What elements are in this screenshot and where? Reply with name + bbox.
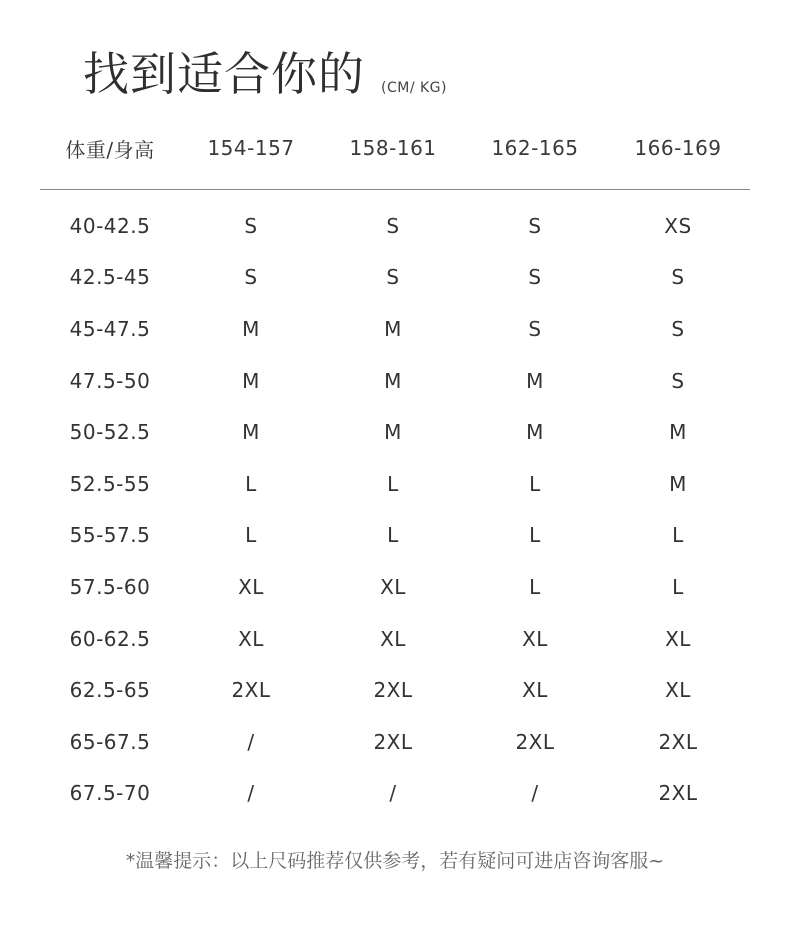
size-cell: XL <box>238 626 264 651</box>
size-cell: 2XL <box>658 781 698 806</box>
size-cell: / <box>531 781 539 806</box>
weight-range-cell: 50-52.5 <box>69 420 151 445</box>
weight-range-cell: 60-62.5 <box>69 626 151 651</box>
size-cell: L <box>529 523 541 548</box>
table-row <box>40 664 750 716</box>
table-body <box>40 200 750 819</box>
size-cell: S <box>244 213 258 238</box>
size-cell: S <box>528 316 542 341</box>
header-height-158-161: 158-161 <box>349 136 437 160</box>
size-cell: XL <box>522 678 548 703</box>
size-cell: S <box>386 265 400 290</box>
table-row <box>40 716 750 768</box>
size-cell: M <box>242 420 260 445</box>
size-cell: M <box>242 368 260 393</box>
table-row <box>40 355 750 407</box>
header-divider <box>40 189 750 190</box>
size-cell: M <box>669 420 687 445</box>
table-row <box>40 458 750 510</box>
size-cell: 2XL <box>373 678 413 703</box>
size-cell: M <box>242 316 260 341</box>
size-cell: L <box>672 523 684 548</box>
weight-range-cell: 62.5-65 <box>69 678 151 703</box>
size-cell: M <box>526 420 544 445</box>
table-row <box>40 510 750 562</box>
size-cell: S <box>671 265 685 290</box>
weight-range-cell: 57.5-60 <box>69 574 151 599</box>
size-cell: S <box>386 213 400 238</box>
weight-range-cell: 42.5-45 <box>69 265 151 290</box>
size-cell: XL <box>665 626 691 651</box>
table-row <box>40 252 750 304</box>
header-height-154-157: 154-157 <box>207 136 295 160</box>
size-cell: 2XL <box>658 729 698 754</box>
size-cell: XL <box>665 678 691 703</box>
title-main: 找到适合你的 <box>83 47 365 101</box>
weight-range-cell: 47.5-50 <box>69 368 151 393</box>
size-cell: XL <box>380 626 406 651</box>
size-cell: / <box>247 729 255 754</box>
size-cell: L <box>245 471 257 496</box>
header-height-166-169: 166-169 <box>634 136 722 160</box>
size-cell: M <box>526 368 544 393</box>
title-unit: (CM/ KG) <box>381 80 447 96</box>
page-title <box>83 40 447 104</box>
weight-range-cell: 45-47.5 <box>69 316 151 341</box>
size-cell: S <box>671 368 685 393</box>
size-tip-note: *温馨提示：以上尺码推荐仅供参考，若有疑问可进店咨询客服~ <box>125 850 665 872</box>
size-cell: M <box>384 368 402 393</box>
weight-range-cell: 65-67.5 <box>69 729 151 754</box>
size-cell: XL <box>238 574 264 599</box>
size-cell: L <box>672 574 684 599</box>
size-cell: L <box>245 523 257 548</box>
size-cell: / <box>389 781 397 806</box>
table-row <box>40 561 750 613</box>
table-header-row <box>40 120 750 176</box>
size-cell: M <box>384 316 402 341</box>
size-cell: S <box>528 213 542 238</box>
size-cell: XL <box>522 626 548 651</box>
size-cell: M <box>384 420 402 445</box>
size-chart-table <box>40 120 750 819</box>
weight-range-cell: 67.5-70 <box>69 781 151 806</box>
size-cell: S <box>528 265 542 290</box>
size-cell: / <box>247 781 255 806</box>
size-cell: XL <box>380 574 406 599</box>
size-cell: 2XL <box>515 729 555 754</box>
weight-range-cell: 55-57.5 <box>69 523 151 548</box>
size-cell: L <box>387 471 399 496</box>
table-row <box>40 200 750 252</box>
size-cell: 2XL <box>373 729 413 754</box>
size-cell: L <box>529 471 541 496</box>
table-row <box>40 406 750 458</box>
size-cell: M <box>669 471 687 496</box>
size-cell: 2XL <box>231 678 271 703</box>
size-cell: L <box>529 574 541 599</box>
size-cell: S <box>671 316 685 341</box>
table-row <box>40 303 750 355</box>
size-cell: L <box>387 523 399 548</box>
table-row <box>40 768 750 820</box>
header-weight-height: 体重/身高 <box>65 137 155 162</box>
size-cell: S <box>244 265 258 290</box>
header-height-162-165: 162-165 <box>491 136 579 160</box>
weight-range-cell: 40-42.5 <box>69 213 151 238</box>
table-row <box>40 613 750 665</box>
weight-range-cell: 52.5-55 <box>69 471 151 496</box>
size-cell: XS <box>664 213 692 238</box>
